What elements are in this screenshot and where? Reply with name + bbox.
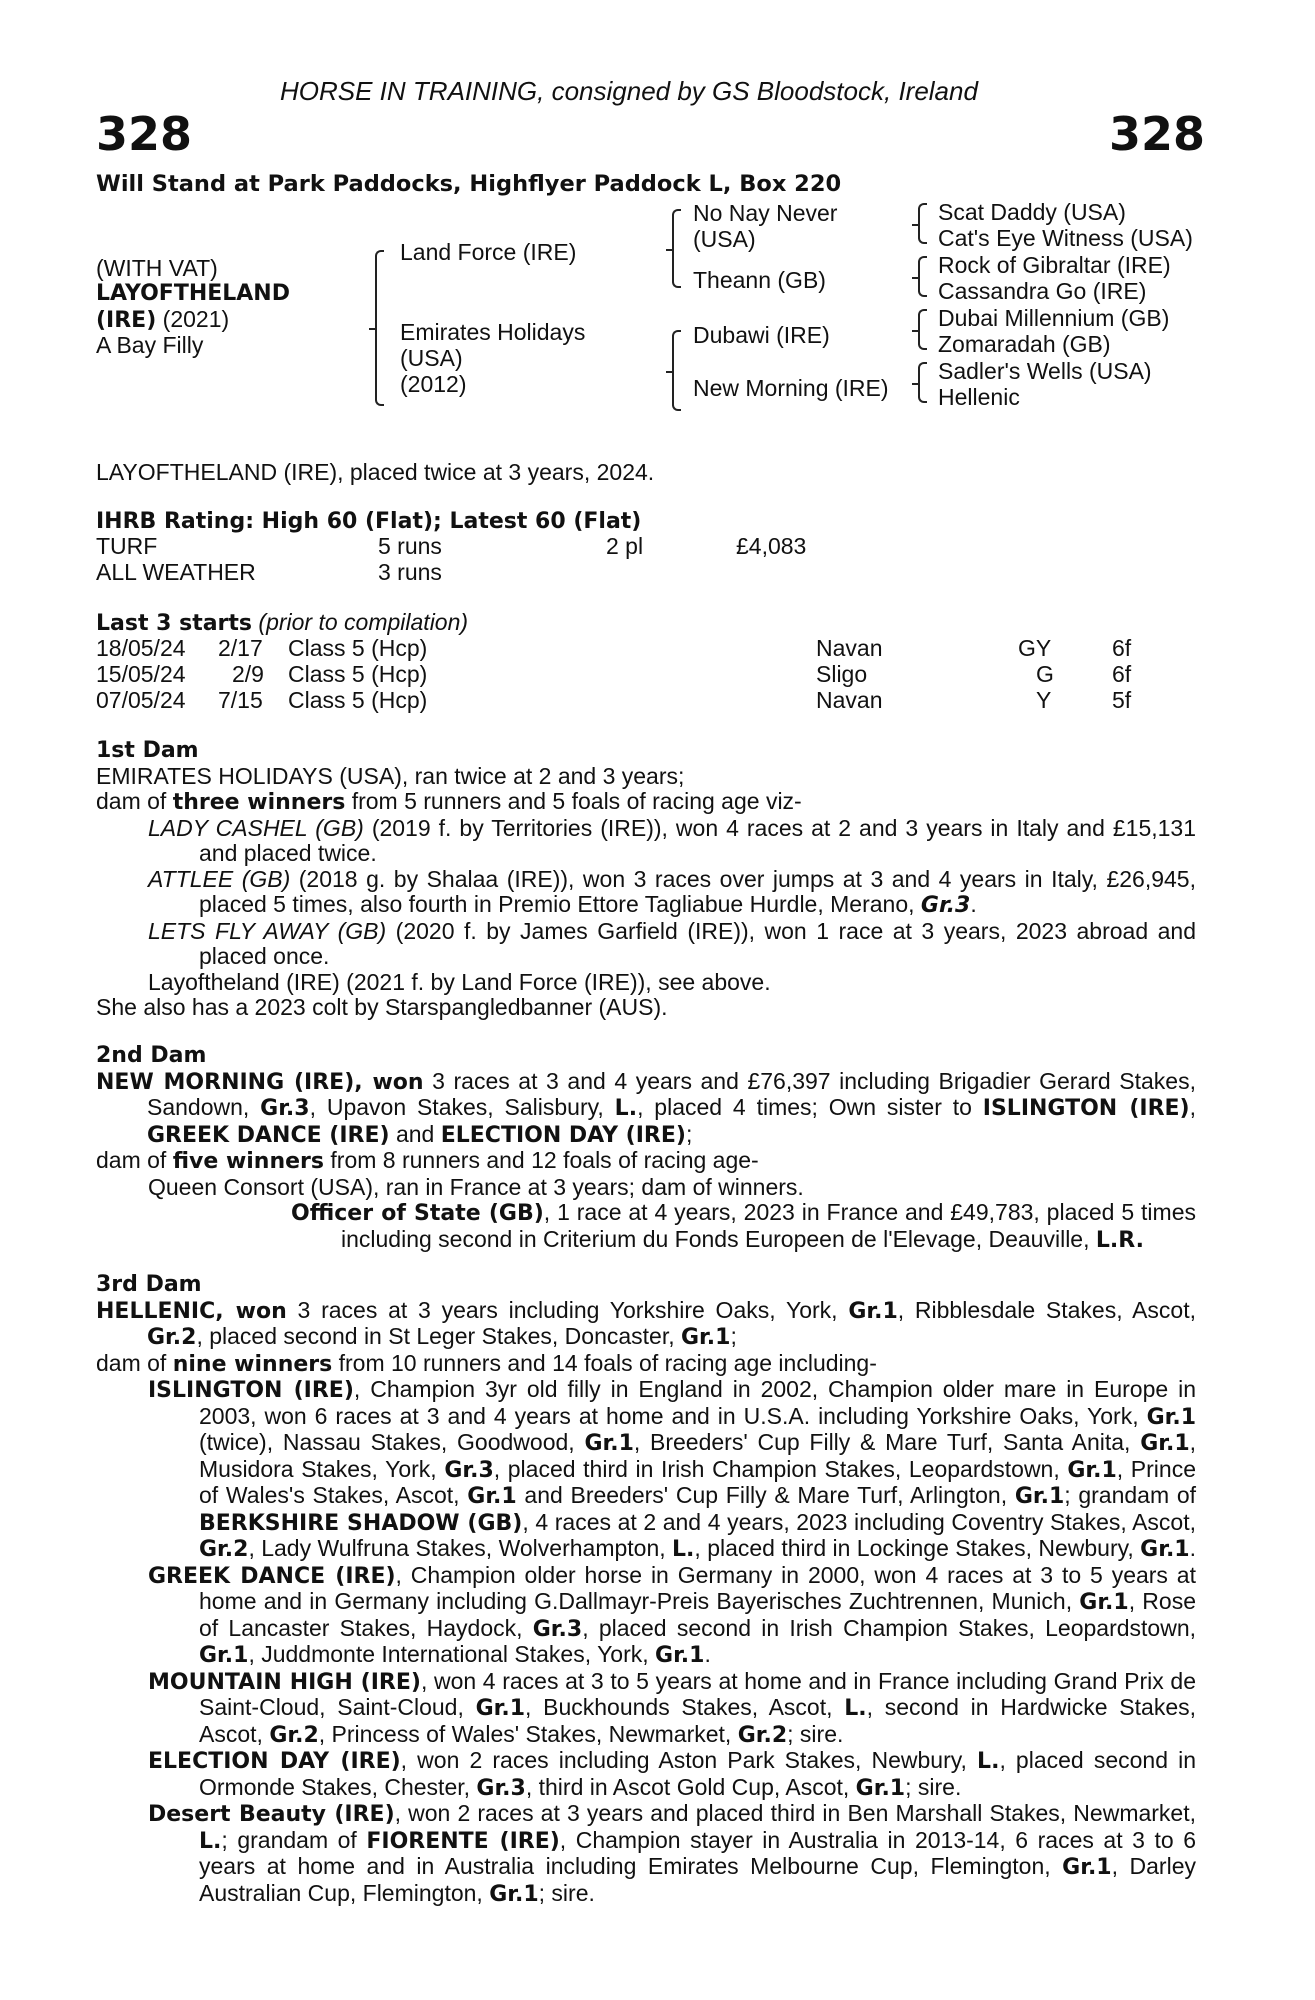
sibling-name: GREEK DANCE (IRE) [147,1122,390,1148]
start-going: GY [1018,635,1052,661]
text: , Upavon Stakes, Salisbury, [309,1094,615,1120]
grade: Gr.1 [1067,1457,1117,1483]
text: , placed third in Lockinge Stakes, Newbury, [694,1535,1141,1561]
start-going: Y [1036,687,1052,713]
grade: Gr.3 [920,893,971,918]
text: , placed second in St Leger Stakes, Doncaster, [196,1323,681,1349]
grade: Gr.1 [681,1325,731,1350]
first-dam-produce-line [96,789,1196,816]
offspring-name: ISLINGTON (IRE) [148,1378,354,1403]
offspring-entry [96,1801,1196,1907]
grade: Gr.2 [269,1722,319,1748]
grade: Gr.1 [1062,1855,1112,1880]
start-position: 2/9 [232,661,264,687]
grade: Gr.1 [848,1298,898,1324]
grade: Gr.3 [476,1775,526,1801]
text: , third in Ascot Gold Cup, Ascot, [525,1773,856,1800]
text: , placed third in Irish Champion Stakes, Leopardstown, [493,1455,1068,1482]
pedigree-ddd: Hellenic [938,384,1020,410]
pedigree-dss: Dubai Millennium (GB) [938,305,1170,331]
text: , Lady Wulfruna Stakes, Wolverhampton, [248,1535,673,1561]
rating-prize: £4,083 [736,533,807,559]
horse-country: (IRE) [96,308,157,333]
start-class: Class 5 (Hcp) [288,687,428,713]
text: , 4 races at 2 and 4 years, 2023 including Coventry Stakes, Ascot, [522,1508,1196,1535]
text: , placed 4 times; Own sister to [637,1094,983,1120]
grade: Gr.3 [532,1616,583,1642]
text: , Princess of Wales' Stakes, Newmarket, [318,1720,738,1747]
offspring-name: Desert Beauty (IRE) [148,1802,395,1827]
grade: Gr.1 [489,1881,539,1907]
text: , Champion older horse in Germany in 2000, won 4 races at 3 to 5 years at home and in Germany including G.Dallmayr-Preis Bayerisches Zuchtrennen, Munich, [199,1561,1196,1614]
third-dam-produce-line [96,1351,1196,1378]
text: , Darley Australian Cup, Flemington, [199,1853,1196,1906]
text: 3 races at 3 years including Yorkshire Oaks, York, [286,1296,849,1323]
offspring-name: GREEK DANCE (IRE) [148,1563,396,1589]
text: ; sire. [538,1879,595,1906]
text: from 10 runners and 14 foals of racing age including- [332,1349,877,1376]
start-date: 07/05/24 [96,687,186,713]
grade: L. [672,1537,695,1562]
grade: Gr.1 [1140,1537,1190,1562]
text: . [970,891,977,917]
offspring-entry [96,1200,1196,1253]
pedigree-brace-sd [918,256,927,297]
offspring-text: Layoftheland (IRE) (2021 f. by Land Force (IRE)), see above. [148,968,771,995]
text: ; sire. [905,1773,962,1800]
pedigree-dam-l3: (2012) [400,371,467,397]
text: , placed second in Ormonde Stakes, Chester, [199,1747,1196,1800]
offspring-text: (2018 g. by Shalaa (IRE)), won 3 races over jumps at 3 and 4 years in Italy, £26,945, placed 5 times, also fourth in Premio Ettore Tagliabue Hurdle, Merano, [199,865,1196,917]
start-position: 2/17 [218,635,263,661]
grade: Gr.3 [260,1096,310,1121]
grade: Gr.1 [199,1643,249,1668]
text: , Champion 3yr old filly in England in 2002, Champion older mare in Europe in 2003, won 6 races at 3 and 4 years at home and in U.S.A. including Yorkshire Oaks, York, [199,1376,1196,1429]
text: , placed second in Irish Champion Stakes, Leopardstown, [582,1614,1197,1641]
text: and [389,1120,441,1147]
start-going: G [1036,661,1054,687]
text: , Rose of Lancaster Stakes, Haydock, [199,1588,1196,1641]
text: . [1189,1535,1196,1561]
pedigree-sire-sire-l2: (USA) [693,226,756,252]
offspring-entry [96,919,1196,970]
text: 3 races at 3 and 4 years and £76,397 including Brigadier Gerard Stakes, Sandown, [147,1067,1196,1120]
offspring-entry [96,1669,1196,1749]
grade: Gr.2 [737,1722,788,1748]
text: from 5 runners and 5 foals of racing age viz- [345,788,802,814]
grade: Gr.1 [467,1484,517,1509]
offspring-entry [96,1377,1196,1563]
pedigree-brace-dam [672,330,681,411]
last-starts-title: Last 3 starts [96,611,253,636]
pedigree-sire-dam: Theann (GB) [693,267,826,293]
text: dam of [96,788,173,814]
first-dam-line: EMIRATES HOLIDAYS (USA), ran twice at 2 and 3 years; [96,762,685,789]
text: , Ribblesdale Stakes, Ascot, [897,1296,1196,1323]
grade: Gr.1 [1140,1431,1190,1456]
offspring-name: ELECTION DAY (IRE) [148,1749,401,1774]
horse-description: A Bay Filly [96,332,204,358]
start-course: Sligo [816,661,868,687]
start-date: 18/05/24 [96,635,186,661]
text: , Champion stayer in Australia in 2013-14, 6 races at 3 to 6 years at home and in Australia including Emirates Melbourne Cup, Flemington, [199,1826,1196,1879]
grade: Gr.1 [584,1431,634,1456]
grade: Gr.1 [1146,1404,1196,1430]
start-course: Navan [816,687,883,713]
offspring-entry [96,1748,1196,1801]
text: , 1 race at 4 years, 2023 in France and £49,783, placed 5 times including second in Criterium du Fonds Europeen de l'Elevage, Deauville, [341,1199,1196,1252]
pedigree-brace-ss [918,203,927,244]
start-distance: 5f [1112,687,1132,713]
text: , second in Hardwicke Stakes, Ascot, [199,1694,1197,1747]
grand-offspring-name: BERKSHIRE SHADOW (GB) [199,1510,523,1536]
rating-runs: 3 runs [378,559,442,585]
sibling-name: ELECTION DAY (IRE) [440,1122,686,1148]
start-class: Class 5 (Hcp) [288,635,428,661]
pedigree-brace-gen1 [375,250,384,406]
dam-name: NEW MORNING (IRE) [96,1069,355,1095]
offspring-entry [96,970,1196,996]
winners-count: five winners [172,1149,325,1174]
pedigree-dam-l2: (USA) [400,345,463,371]
rating-placed: 2 pl [606,533,644,559]
pedigree-dam-sire: Dubawi (IRE) [693,322,830,348]
rating-surface: TURF [96,533,158,559]
third-dam-section [96,1272,1196,1907]
text: dam of [96,1147,173,1173]
offspring-name: LETS FLY AWAY (GB) [148,917,387,944]
offspring-name: Officer of State (GB) [291,1201,544,1226]
start-distance: 6f [1112,635,1132,661]
second-dam-record: NEW MORNING (IRE), won 3 races at 3 and 4 years and £76,397 including Brigadier Gerard Stakes, Sandown, Gr.3, Upavon Stakes, Salisbury, L., placed 4 times; Own sister to ISLINGTON (IRE), GREEK DANCE (IRE) and ELECTION DAY (IRE); [96,1067,1196,1148]
text: ; grandam of [221,1826,367,1853]
offspring-text: (2019 f. by Territories (IRE)), won 4 races at 2 and 3 years in Italy and £15,131 and placed twice. [199,814,1196,866]
rating-runs: 5 runs [378,533,442,559]
rating-heading: IHRB Rating: High 60 (Flat); Latest 60 (Flat) [96,509,642,534]
last-starts-heading [96,610,468,637]
catalogue-header: HORSE IN TRAINING, consigned by GS Bloodstock, Ireland [280,76,978,106]
text: , Prince of Wales's Stakes, Ascot, [199,1455,1196,1508]
last-starts-note: (prior to compilation) [258,609,469,635]
text: , won 2 races at 3 years and placed third in Ben Marshall Stakes, Newmarket, [394,1800,1196,1826]
start-course: Navan [816,635,883,661]
grade: Gr.1 [855,1775,906,1801]
grade: Gr.2 [147,1325,197,1350]
horse-origin-year [96,307,229,334]
text: , Breeders' Cup Filly & Mare Turf, Santa Anita, [633,1429,1141,1455]
pedigree-sdd: Cassandra Go (IRE) [938,278,1147,304]
text: ; grandam of [1064,1482,1196,1508]
text: ; [730,1323,737,1349]
grand-offspring-name: FIORENTE (IRE) [366,1828,560,1854]
pedigree-dam-dam: New Morning (IRE) [693,375,889,401]
text: ; [685,1120,693,1147]
race-summary: LAYOFTHELAND (IRE), placed twice at 3 years, 2024. [96,459,655,485]
pedigree-dds: Sadler's Wells (USA) [938,358,1152,384]
offspring-entry: Queen Consort (USA), ran in France at 3 years; dam of winners. [148,1173,804,1200]
pedigree-brace-ds [918,309,927,350]
offspring-name: LADY CASHEL (GB) [148,814,364,841]
first-dam-heading: 1st Dam [96,738,199,763]
offspring-name: MOUNTAIN HIGH (IRE) [148,1669,421,1695]
grade: L. [977,1749,1000,1774]
won-label: won [372,1069,424,1095]
rating-surface: ALL WEATHER [96,559,256,585]
third-dam-heading: 3rd Dam [96,1272,202,1297]
pedigree-dam-l1: Emirates Holidays [400,319,586,345]
winners-count: three winners [172,790,346,815]
text: from 8 runners and 12 foals of racing age- [324,1147,759,1173]
grade: Gr.1 [475,1696,526,1721]
pedigree-ssd: Cat's Eye Witness (USA) [938,225,1193,251]
pedigree-dsd: Zomaradah (GB) [938,331,1111,357]
start-class: Class 5 (Hcp) [288,661,428,687]
start-date: 15/05/24 [96,661,186,687]
text: , Musidora Stakes, York, [199,1429,1197,1482]
first-dam-section [96,738,1196,1021]
start-position: 7/15 [218,687,263,713]
lot-number-right: 328 [1108,107,1205,161]
pedigree-sds: Rock of Gibraltar (IRE) [938,252,1171,278]
horse-name: LAYOFTHELAND [96,281,290,306]
grade: Gr.2 [199,1537,249,1562]
offspring-name: ATTLEE (GB) [148,865,291,892]
grade: Gr.3 [444,1457,494,1483]
text: and Breeders' Cup Filly & Mare Turf, Arlington, [516,1482,1015,1508]
grade: L.R. [1095,1227,1144,1253]
text: dam of [96,1349,173,1376]
grade: Gr.1 [655,1643,705,1668]
vat-note: (WITH VAT) [96,255,218,281]
offspring-entry [96,867,1196,919]
text: , won 2 races including Aston Park Stakes, Newbury, [400,1747,978,1773]
grade: L. [614,1096,638,1121]
pedigree-brace-dd [918,362,927,403]
second-dam-heading: 2nd Dam [96,1043,207,1068]
pedigree-sire: Land Force (IRE) [400,239,577,265]
won-label: won [235,1298,287,1324]
text: , won 4 races at 3 to 5 years at home and in France including Grand Prix de Saint-Cloud, Saint-Cloud, [199,1667,1196,1720]
offspring-entry [96,816,1196,867]
offspring-text: (2020 f. by James Garfield (IRE)), won 1 race at 3 years, 2023 abroad and placed once. [199,917,1196,969]
third-dam-record: HELLENIC, won 3 races at 3 years including Yorkshire Oaks, York, Gr.1, Ribblesdale Stakes, Ascot, Gr.2, placed second in St Leger Stakes, Doncaster, Gr.1; [96,1296,1196,1350]
sibling-name: ISLINGTON (IRE) [982,1096,1190,1121]
grade: Gr.1 [1014,1484,1065,1509]
text: ; sire. [787,1720,844,1747]
text: (twice), Nassau Stakes, Goodwood, [199,1429,585,1455]
pedigree-sire-sire-l1: No Nay Never [693,200,838,226]
text: , Buckhounds Stakes, Ascot, [525,1694,845,1720]
second-dam-section [96,1043,1196,1253]
dam-name: HELLENIC [96,1298,216,1324]
text: . [704,1641,711,1667]
grade: L. [844,1696,867,1721]
start-distance: 6f [1112,661,1132,687]
grade: L. [199,1828,222,1854]
lot-number-left: 328 [96,107,193,161]
first-dam-foal-note: She also has a 2023 colt by Starspangledbanner (AUS). [96,994,668,1020]
pedigree-sss: Scat Daddy (USA) [938,199,1126,225]
pedigree-brace-sire [672,209,681,288]
stand-location: Will Stand at Park Paddocks, Highflyer Paddock L, Box 220 [96,171,842,197]
winners-count: nine winners [172,1351,333,1377]
horse-year: (2021) [156,306,230,332]
text: , Juddmonte International Stakes, York, [248,1641,656,1667]
grade: Gr.1 [1079,1590,1129,1615]
second-dam-produce-line [96,1148,1196,1175]
offspring-entry [96,1563,1196,1669]
